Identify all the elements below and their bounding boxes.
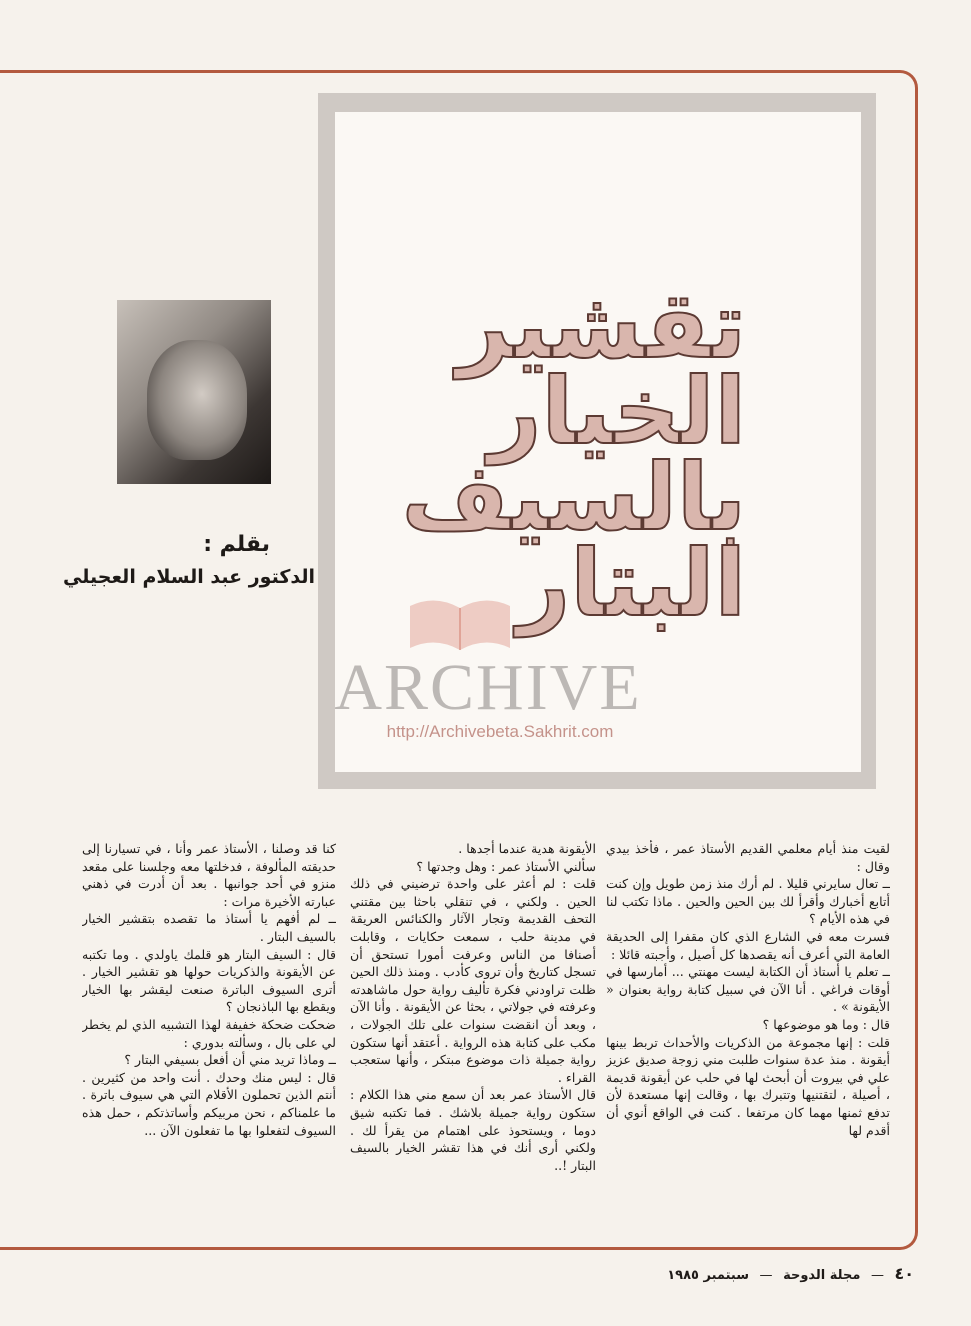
paragraph: ــ وماذا تريد مني أن أفعل بسيفي البتار ؟ <box>124 1052 336 1068</box>
paragraph: ضحكت ضحكة خفيفة لهذا التشبيه الذي لم يخطر لي على بال ، وسألته بدوري : <box>82 1016 336 1050</box>
issue-date: سبتمبر ١٩٨٥ <box>667 1268 750 1283</box>
byline-author: الدكتور عبد السلام العجيلي <box>63 566 315 588</box>
author-photo <box>117 300 271 484</box>
paragraph: ــ تعال سايرني قليلا . لم أرك منذ زمن طويل وإن كنت أتابع أخبارك وأقرأ لك بين الحين والحين . ماذا تكتب لنا في هذه الأيام ؟ <box>606 876 890 927</box>
paragraph: قلت : إنها مجموعة من الذكريات والأحداث تربط بينها أيقونة . منذ عدة سنوات طلبت مني زوجة صديق عزيز علي في بيروت أن أبحث لها في حلب عن أيقونة قديمة ، أصيلة ، لتقتنيها وتتبرك بها ، وقالت إنها مستعدة لأن تدفع ثمنها مهما كان مرتفعا . كنت في الواقع أنوي أن أقدم لها <box>606 1034 890 1138</box>
paragraph: قال : وما هو موضوعها ؟ <box>762 1016 890 1032</box>
paragraph: قال : السيف البتار هو قلمك ياولدي . وما تكتبه عن الأيقونة والذكريات حولها هو تقشير الخيار . أترى السيوف الباترة صنعت ليقشر بها الخيار ويقطع بها الباذنجان ؟ <box>82 946 336 1015</box>
author-face <box>147 340 247 460</box>
paragraph: ــ لم أفهم يا أستاذ ما تقصده بتقشير الخيار بالسيف البتار . <box>82 911 336 944</box>
paragraph: قلت : لم أعثر على واحدة ترضيني في ذلك الحين . ولكني ، في تنقلي باحثا بين مقتني التحف القديمة وتجار الآثار والكنائس العريقة في مدينة حلب ، سمعت حكايات ، وقابلت أصنافا من الناس وعرفت أمورا تستحق أن تسجل كتاريخ وأن تروى كأدب . ومنذ ذلك الحين ظلت تراودني فكرة تأليف رواية حول ماشاهدته وعرفته في جولاتي ، بحثا عن الأيقونة . وأنا الآن ، وبعد أن انقضت سنوات على تلك الجولات ، مكب على كتابة هذه الرواية . أعتقد أنها ستكون رواية جميلة ذات موضوع مبتكر ، وأنها ستعجب القراء . <box>350 876 596 1085</box>
title-line-1: تقشير <box>456 272 746 379</box>
page-frame-top <box>0 70 890 73</box>
title-line-3: بالسيف <box>401 444 746 551</box>
paragraph: قال : ليس منك وحدك . أنت واحد من كثيرين . أنتم الذين تحملون الأقلام التي هي سيوف باترة . ما علمناكم ، نحن مربيكم وأساتذتكم ، حمل هذه السيوف لتفعلوا بها ما تفعلون الآن ... <box>82 1069 336 1138</box>
title-line-4: البتار <box>517 530 746 637</box>
footer-separator: — <box>759 1268 773 1283</box>
title-line-2: الخيار <box>488 358 746 465</box>
paragraph: لقيت منذ أيام معلمي القديم الأستاذ عمر ، فأخذ بيدي وقال : <box>606 841 890 874</box>
paragraph: فسرت معه في الشارع الذي كان مقفرا إلى الحديقة العامة التي أعرف أنه يقصدها كل أصيل ، وأجبته قائلا : <box>606 928 890 962</box>
watermark-title: ARCHIVE <box>334 651 642 724</box>
article-column-right <box>606 840 890 1238</box>
article-column-middle <box>350 840 596 1238</box>
page-frame-right <box>888 70 918 1250</box>
footer-separator: — <box>870 1268 884 1283</box>
byline-label: بقلم : <box>203 532 270 557</box>
page-footer <box>634 1264 914 1283</box>
page-frame-bottom <box>0 1247 900 1250</box>
archive-book-icon <box>400 586 520 656</box>
paragraph: الأيقونة هدية عندما أجدها . <box>458 841 596 856</box>
article-column-left <box>82 840 336 1238</box>
paragraph: ــ تعلم يا أستاذ أن الكتابة ليست مهنتي ... أمارسها في أوقات فراغي . أنا الآن في سبيل كتابة رواية بعنوان « الأيقونة » . <box>606 964 890 1015</box>
paragraph: قال الأستاذ عمر بعد أن سمع مني هذا الكلام : ستكون رواية جميلة بلاشك . فما تكتبه شيق دوما ، ويستحوذ على اهتمام من يقرأ لك . ولكني أرى أنك في هذا تقشر الخيار بالسيف البتار !.. <box>350 1087 596 1173</box>
magazine-name: مجلة الدوحة <box>783 1268 861 1283</box>
page-number: ٤٠ <box>894 1264 914 1283</box>
paragraph: سألني الأستاذ عمر : وهل وجدتها ؟ <box>416 858 596 874</box>
paragraph: كنا قد وصلنا ، الأستاذ عمر وأنا ، في تسيارنا إلى حديقته المألوفة ، فدخلتها معه وجلسنا على مقعد منزو في أحد جوانبها . بعد أن أدرت في ذهني عبارته الأخيرة مرات : <box>82 841 336 909</box>
watermark-url: http://Archivebeta.Sakhrit.com <box>386 722 614 741</box>
